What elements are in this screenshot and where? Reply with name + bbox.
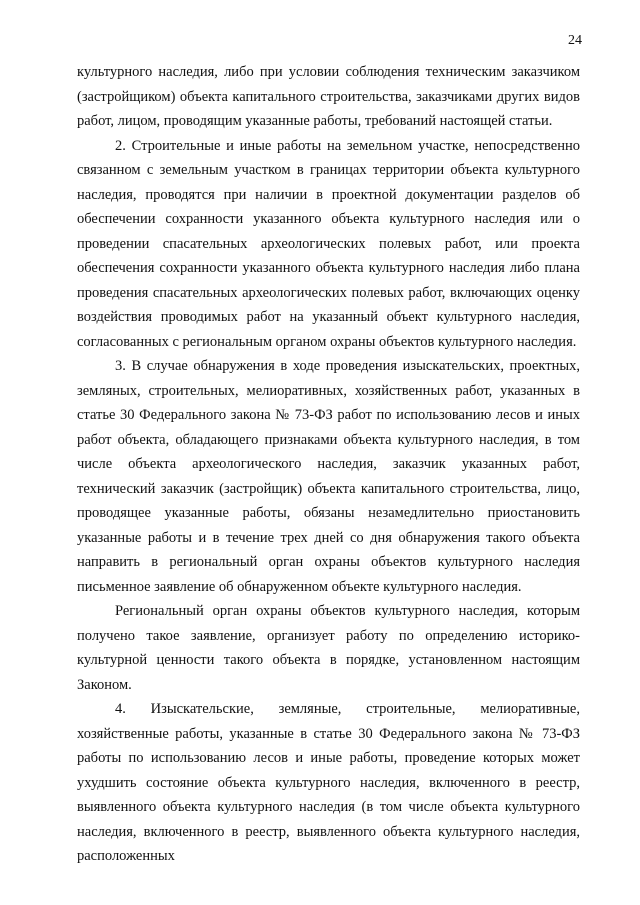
page-number: 24 <box>568 33 582 48</box>
paragraph-regional-body: Региональный орган охраны объектов культурного наследия, которым получено такое заявление, организует работу по определению историко-культурной ценности такого объекта в порядке, установленном настоящим Законом. <box>77 603 580 693</box>
paragraph-item-2: 2. Строительные и иные работы на земельном участке, непосредственно связанном с земельным участком в границах территории объекта культурного наследия, проводятся при наличии в проектной документации разделов об обеспечении сохранности указанного объекта культурного наследия или о проведении спасательных археологических полевых работ, или проекта обеспечения сохранности указанного объекта культурного наследия либо плана проведения спасательных археологических полевых работ, включающих оценку воздействия проводимых работ на указанный объект культурного наследия, согласованных с региональным органом охраны объектов культурного наследия. <box>77 137 580 350</box>
paragraph-continuation: культурного наследия, либо при условии соблюдения техническим заказчиком (застройщиком) объекта капитального строительства, заказчиками других видов работ, лицом, проводящим указанные работы, требований настоящей статьи. <box>77 64 580 129</box>
document-body <box>77 60 580 869</box>
paragraph-item-3: 3. В случае обнаружения в ходе проведения изыскательских, проектных, земляных, строительных, мелиоративных, хозяйственных работ, указанных в статье 30 Федерального закона № 73-ФЗ работ по использованию лесов и иных работ объекта, обладающего признаками объекта культурного наследия, в том числе объекта археологического наследия, заказчик указанных работ, технический заказчик (застройщик) объекта капитального строительства, лицо, проводящее указанные работы, обязаны незамедлительно приостановить указанные работы и в течение трех дней со дня обнаружения такого объекта направить в региональный орган охраны объектов культурного наследия письменное заявление об обнаруженном объекте культурного наследия. <box>77 358 580 595</box>
paragraph-item-4: 4. Изыскательские, земляные, строительные, мелиоративные, хозяйственные работы, указанные в статье 30 Федерального закона № 73-ФЗ работы по использованию лесов и иные работы, проведение которых может ухудшить состояние объекта культурного наследия, включенного в реестр, выявленного объекта культурного наследия (в том числе объекта культурного наследия, включенного в реестр, выявленного объекта культурного наследия, расположенных <box>77 701 580 864</box>
